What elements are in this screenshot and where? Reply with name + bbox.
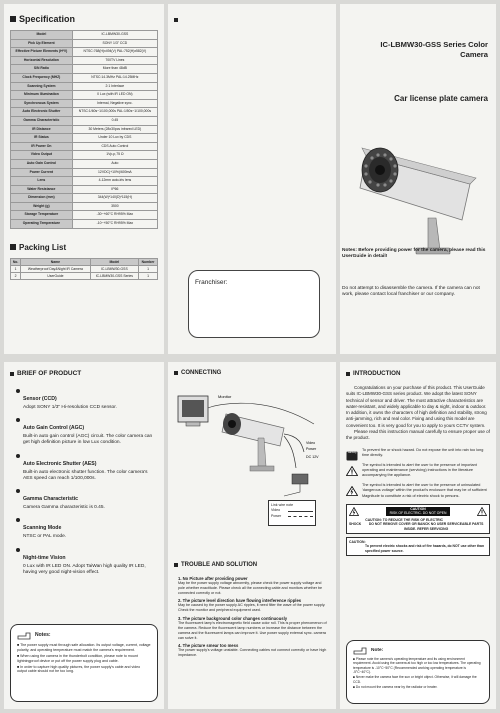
spec-key: Auto Gain Control (11, 159, 73, 168)
video-cable (284, 434, 304, 468)
spec-key: Storage Temperature (11, 211, 73, 220)
spec-key: Dimension (mm) (11, 194, 73, 203)
packing-header-cell: Number (139, 258, 158, 265)
spec-row (11, 73, 158, 82)
hand-pointer-icon (353, 645, 367, 655)
link-power-label: Power (271, 513, 282, 518)
spec-row (11, 56, 158, 65)
caution-line: CAUTION: TO REDUCE THE RISK OF ELECTRIC (365, 517, 443, 522)
monitor-icon (178, 396, 208, 426)
brief-note-item: ■ When using the camera in the thunderbolt condition, please note to mount lightningproof device or put off the power supply plug and cable. (17, 653, 138, 663)
caution2-label: CAUTION: (349, 539, 366, 544)
brief-item (16, 487, 158, 511)
spec-panel (4, 4, 164, 354)
spec-value: 0 Lux (with IR LED ON) (72, 91, 157, 100)
warning-item (346, 448, 490, 458)
square-bullet-icon (346, 372, 350, 376)
spec-row (11, 134, 158, 143)
brief-item-text: Camera Gamma characteristic is 0.45. (23, 505, 105, 511)
spec-key: Lens (11, 177, 73, 186)
spec-value: 700TV Lines (72, 56, 157, 65)
spec-row (11, 220, 158, 229)
connecting-heading (174, 370, 330, 376)
spec-key: S/N Ratio (11, 65, 73, 74)
spec-key: Auto Electronic Shutter (11, 108, 73, 117)
packing-header-cell: No. (11, 258, 21, 265)
power-label: Power (306, 447, 317, 451)
connect-panel (168, 362, 336, 709)
link-wire-title: Link wire note (271, 503, 294, 507)
cover-subtitle: Car license plate camera (394, 94, 488, 103)
packing-cell: Weatherproof Day&Night IR Camera (21, 265, 91, 272)
brief-item (16, 387, 158, 411)
brief-notes-label: Notes: (35, 632, 51, 638)
spec-value: Auto (72, 159, 157, 168)
brief-item-head: Auto Gain Control (AGC) (23, 425, 85, 432)
brief-item-text: Built-in auto electronic shutter function. The color camera's AES speed can reach 1/100,000s. (23, 469, 148, 481)
lightning-warning-icon (349, 507, 359, 516)
spec-row (11, 142, 158, 151)
trouble-item (178, 576, 328, 595)
caution-sub: RISK OF ELECTRIC. DO NOT OPEN (389, 511, 447, 516)
warning-text: The symbol is intended to alert the user to the presence of important operating and maintenance (servicing) instructions in the literature accompanying the appliance. (362, 462, 477, 478)
square-bullet-icon (174, 18, 178, 22)
spec-row (11, 125, 158, 134)
spec-value: NTSC:768(H)x494(V) PAL:752(H)x582(V) (72, 48, 157, 57)
spec-row (11, 202, 158, 211)
franchiser-label: Franchiser: (195, 279, 228, 286)
square-bullet-icon (10, 372, 14, 376)
spec-row (11, 177, 158, 186)
spec-key: Scanning System (11, 82, 73, 91)
spec-row (11, 99, 158, 108)
brief-panel (4, 362, 164, 709)
franchiser-panel (168, 4, 336, 354)
spec-value: NTSC:1/60s~1/100,000s PAL:1/50s~1/100,000s (72, 108, 157, 117)
spec-row (11, 194, 158, 203)
exclamation-warning-icon (477, 507, 487, 516)
intro-notes-list (353, 657, 483, 689)
spec-row (11, 82, 158, 91)
brief-item (16, 516, 158, 540)
warning-item (346, 463, 490, 478)
packing-heading (10, 243, 158, 252)
spec-value: IC-LBMW30-GSS (72, 31, 157, 40)
trouble-item-text: May be caused by the power supply AC ripples, it need filter the wave of the power supply. Check the monitor and peripheral equipment used. (178, 603, 326, 613)
spec-row (11, 39, 158, 48)
spec-row (11, 108, 158, 117)
spec-value: 3500 (72, 202, 157, 211)
model-line-2: Camera (460, 50, 488, 60)
intro-heading (346, 370, 490, 377)
brief-item (16, 452, 158, 482)
warning-text: To prevent fire or shock hazard. Do not expose the unit into rain too long time directly. (362, 447, 484, 457)
bullet-dot-icon (16, 389, 20, 393)
trouble-item-head: 3. The picture background color changes continuously (178, 616, 288, 622)
franchiser-box (188, 270, 320, 338)
trouble-item-text: The fluorescent lamp's electromagnetic field cause color roll. This is proper phenomenon of the camera. Reduce the fluorescent lamp numbers or increase the distance between the camera and the fluorescent lamps can improve it. Use power supply external sync. camera can solve it. (178, 621, 327, 640)
brief-item-text: 0 Lux with IR LED ON. Adopt TaiWan high quality IR LED, having very good night-vision effect. (23, 563, 146, 575)
spec-key: Synchronous System (11, 99, 73, 108)
intro-paragraph-2: Please read this instruction manual carefully to ensure proper use of the product. (346, 429, 490, 441)
brief-item-head: Scanning Mode (23, 525, 62, 532)
caution2-text: To prevent electric shocks and risk of fire hazards, do NOT use other than specified power source. (365, 544, 485, 553)
warning-tag-icon (346, 448, 358, 458)
brief-item (16, 546, 158, 576)
link-wire-box (268, 500, 316, 526)
spec-value: NTSC:14.3MHz PAL:14.25MHz (72, 73, 157, 82)
trouble-item-text: May be the power supply voltage abnormity, please check the power supply voltage and pole whether exactitude. Please check all the connecting cable and monitors whether be connected correctly or not. (178, 581, 323, 595)
trouble-heading (174, 562, 257, 568)
caution-body: DO NOT REMOVE COVER OR BANCK NO USER SERVICEABLE PARTS INSIDE. REFER SERVICING (368, 522, 484, 531)
spec-row (11, 31, 158, 40)
trouble-item-text: The power supply's voltage unstable. Connecting cables not connect correctly or have high impedance. (178, 648, 327, 658)
power-line-icon (288, 516, 313, 517)
intro-notes-box (346, 640, 490, 704)
link-video-label: Video (271, 508, 281, 513)
spec-key: IR Power On (11, 142, 73, 151)
bullet-dot-icon (16, 454, 20, 458)
warning-tag-label: Warning (347, 450, 357, 454)
spec-row (11, 65, 158, 74)
brief-item (16, 416, 158, 446)
trouble-item-head: 2. The picture level direction have flowing interference ripples (178, 598, 302, 604)
brief-item-head: Auto Electronic Shutter (AES) (23, 460, 97, 467)
brief-item-text: Built-in auto gain control (AGC) circuit. The color camera can get high definition picture in low Lux condition. (23, 434, 153, 446)
spec-key: Video Output (11, 151, 73, 160)
spec-value: 4-12mm auto-iris lens (72, 177, 157, 186)
spec-value: Internal, Negative sync. (72, 99, 157, 108)
warning-list (346, 448, 490, 499)
spec-key: Power Current (11, 168, 73, 177)
packing-cell: 1 (139, 265, 158, 272)
spec-value: CDS Auto Control (72, 142, 157, 151)
notes-text: Before providing power for the camera, please read this UserGuide in detail! (342, 248, 486, 260)
square-bullet-icon (10, 244, 16, 250)
trouble-title: TROUBLE AND SOLUTION (181, 562, 258, 568)
spec-key: IR Distance (11, 125, 73, 134)
spec-row (11, 159, 158, 168)
spec-heading (10, 14, 158, 24)
bullet-dot-icon (16, 518, 20, 522)
trouble-item-head: 4. The picture smear too mess (178, 643, 239, 649)
packing-cell: UserGuide (21, 272, 91, 279)
intro-note-item: ■ Do not mount the camera near by the radiator or heater. (353, 685, 438, 690)
packing-row (11, 265, 158, 272)
spec-row (11, 211, 158, 220)
spec-value: 0.45 (72, 116, 157, 125)
packing-table (10, 258, 158, 280)
intro-panel (340, 362, 496, 709)
packing-row (11, 272, 158, 279)
video-line-icon (288, 511, 313, 512)
video-label: Video (306, 441, 316, 445)
packing-header-cell: Model (90, 258, 138, 265)
spec-row (11, 116, 158, 125)
packing-cell: 1 (11, 265, 21, 272)
model-title (380, 40, 488, 61)
bullet-dot-icon (16, 489, 20, 493)
intro-paragraph: Congratulations on your purchase of this product. This UserGuide suits IC-LBMW30-GSS series product. We adopt the latest SONY technical of sensor and driver. The most attractive characteristics are water-resistant, and widely applicable to day & night, indoor & outdoor. In addition, it owns the characters of high definition and stability, strong anti-jamming, rich and real color. Fixing and using this model are convenient too. It is very good for you to apply to yours CCTV system. (346, 385, 487, 428)
cover-notes (342, 248, 486, 261)
exclamation-triangle-icon (346, 463, 358, 473)
packing-cell: 2 (11, 272, 21, 279)
brief-item-head: Sensor (CCD) (23, 396, 57, 402)
packing-cell: IC-LBMW30-GSS Series (90, 272, 138, 279)
brief-heading (10, 370, 158, 377)
spec-value: More than 48dB (72, 65, 157, 74)
lightning-triangle-icon (346, 483, 358, 493)
brief-item-text: NTSC or PAL mode. (23, 534, 67, 540)
spec-table (10, 30, 158, 229)
brief-item-head: Gamma Characteristic (23, 496, 79, 503)
spec-key: Horizontal Resolution (11, 56, 73, 65)
spec-key: Gamma Characteristic (11, 116, 73, 125)
spec-value: -30~+60°C RH95% Max (72, 211, 157, 220)
brief-list (10, 387, 158, 576)
spec-value: -10~+50°C RH95% Max (72, 220, 157, 229)
model-line-1: IC-LBMW30-GSS Series Color (380, 40, 488, 49)
square-bullet-icon (10, 16, 16, 22)
cover-panel (340, 4, 496, 354)
brief-item-head: Night-time Vision (23, 554, 66, 561)
trouble-item (178, 643, 328, 658)
brief-item-text: Adopt SONY 1/3" Hi-resolution CCD sensor. (23, 405, 117, 410)
packing-title: Packing List (19, 242, 67, 252)
caution-title: CAUTION (410, 506, 426, 511)
spec-value: 344(W)*140(D)*115(H) (72, 194, 157, 203)
packing-cell: IC-LBMW30-GSS (90, 265, 138, 272)
spec-row (11, 185, 158, 194)
spec-value: 30 Meters (28x30pcs infrared LED) (72, 125, 157, 134)
brief-note-item: ■ In order to capture high quality pictures, the power supply's cable and video output cable should not be too long. (17, 664, 141, 674)
spec-key: Minimum Illumination (11, 91, 73, 100)
cover-notes-detail: Do not attempt to disassemble the camera. If the camera can not work, please contact local franchiser or our company. (342, 286, 480, 298)
spec-key: Weight (g) (11, 202, 73, 211)
intro-title: INTRODUCTION (353, 370, 401, 377)
bullet-dot-icon (16, 418, 20, 422)
monitor-label: Monitor (218, 394, 232, 399)
brief-note-item: ■ The power supply must through safe allocation. Its output voltage, current, voltage polarity, and operating temperature must match the camera's requirement. (17, 643, 151, 652)
spec-value: 2:1 Interlace (72, 82, 157, 91)
brief-title: BRIEF OF PRODUCT (17, 370, 82, 377)
spec-key: Model (11, 31, 73, 40)
connecting-title: CONNECTING (181, 370, 222, 376)
notes-label: Notes: (342, 248, 357, 253)
spec-row (11, 151, 158, 160)
spec-value: 1Vp-p,75 Ω (72, 151, 157, 160)
warning-text: The symbol is intended to alert the user to the presence of uninsulated 'dangerous voltage' within the product's enclosure that may be of sufficient Magnitude to constitute a risk of electric shock to persons. (362, 483, 487, 498)
packing-header-cell: Name (21, 258, 91, 265)
spec-key: Effective Picture Elements (H*V) (11, 48, 73, 57)
spec-key: Pick Up Element (11, 39, 73, 48)
power-supply-icon (284, 474, 308, 496)
spec-key: Clock Frequency (MHZ) (11, 73, 73, 82)
intro-note-item: ■ Please note the camera's operating temperature and its using environment requirement. Avoid using the camera at too high or too low temperatures. The operating temperature is -10°C~50°C (Recommended working operating temperature is -5°C~40°C). (353, 657, 481, 674)
brief-notes-list (17, 643, 151, 674)
caution-block (346, 504, 490, 534)
spec-value: 12VDC(+10%)/600mA (72, 168, 157, 177)
spec-value: Under 10 Lux by CDS (72, 134, 157, 143)
spec-value: IP66 (72, 185, 157, 194)
camera-diagram-icon (222, 413, 284, 471)
camera-image (358, 122, 488, 262)
spec-title: Specification (19, 14, 76, 24)
bullet-dot-icon (16, 548, 20, 552)
trouble-item-head: 1. No Picture after providing power (178, 576, 248, 581)
intro-notes-label: Note: (371, 647, 384, 653)
trouble-item (178, 616, 328, 640)
dc-label: DC 12V (306, 455, 319, 459)
warning-item (346, 483, 490, 498)
square-bullet-icon (174, 563, 178, 567)
packing-cell: 1 (139, 272, 158, 279)
spec-row (11, 48, 158, 57)
spec-row (11, 91, 158, 100)
intro-note-item: ■ Never make the camera face the sun or bright object. Otherwise, it will damage the CCD. (353, 675, 477, 684)
trouble-item (178, 598, 328, 613)
shock-label: SHOCK (349, 522, 362, 527)
square-bullet-icon (174, 371, 178, 375)
spec-value: SONY 1/3" CCD (72, 39, 157, 48)
brief-notes-box (10, 624, 158, 702)
caution2-block (346, 537, 490, 556)
spec-key: Water Resistance (11, 185, 73, 194)
spec-key: IR Status (11, 134, 73, 143)
spec-key: Operating Temperature (11, 220, 73, 229)
trouble-list (178, 576, 328, 661)
hand-pointer-icon (17, 630, 31, 640)
spec-row (11, 168, 158, 177)
